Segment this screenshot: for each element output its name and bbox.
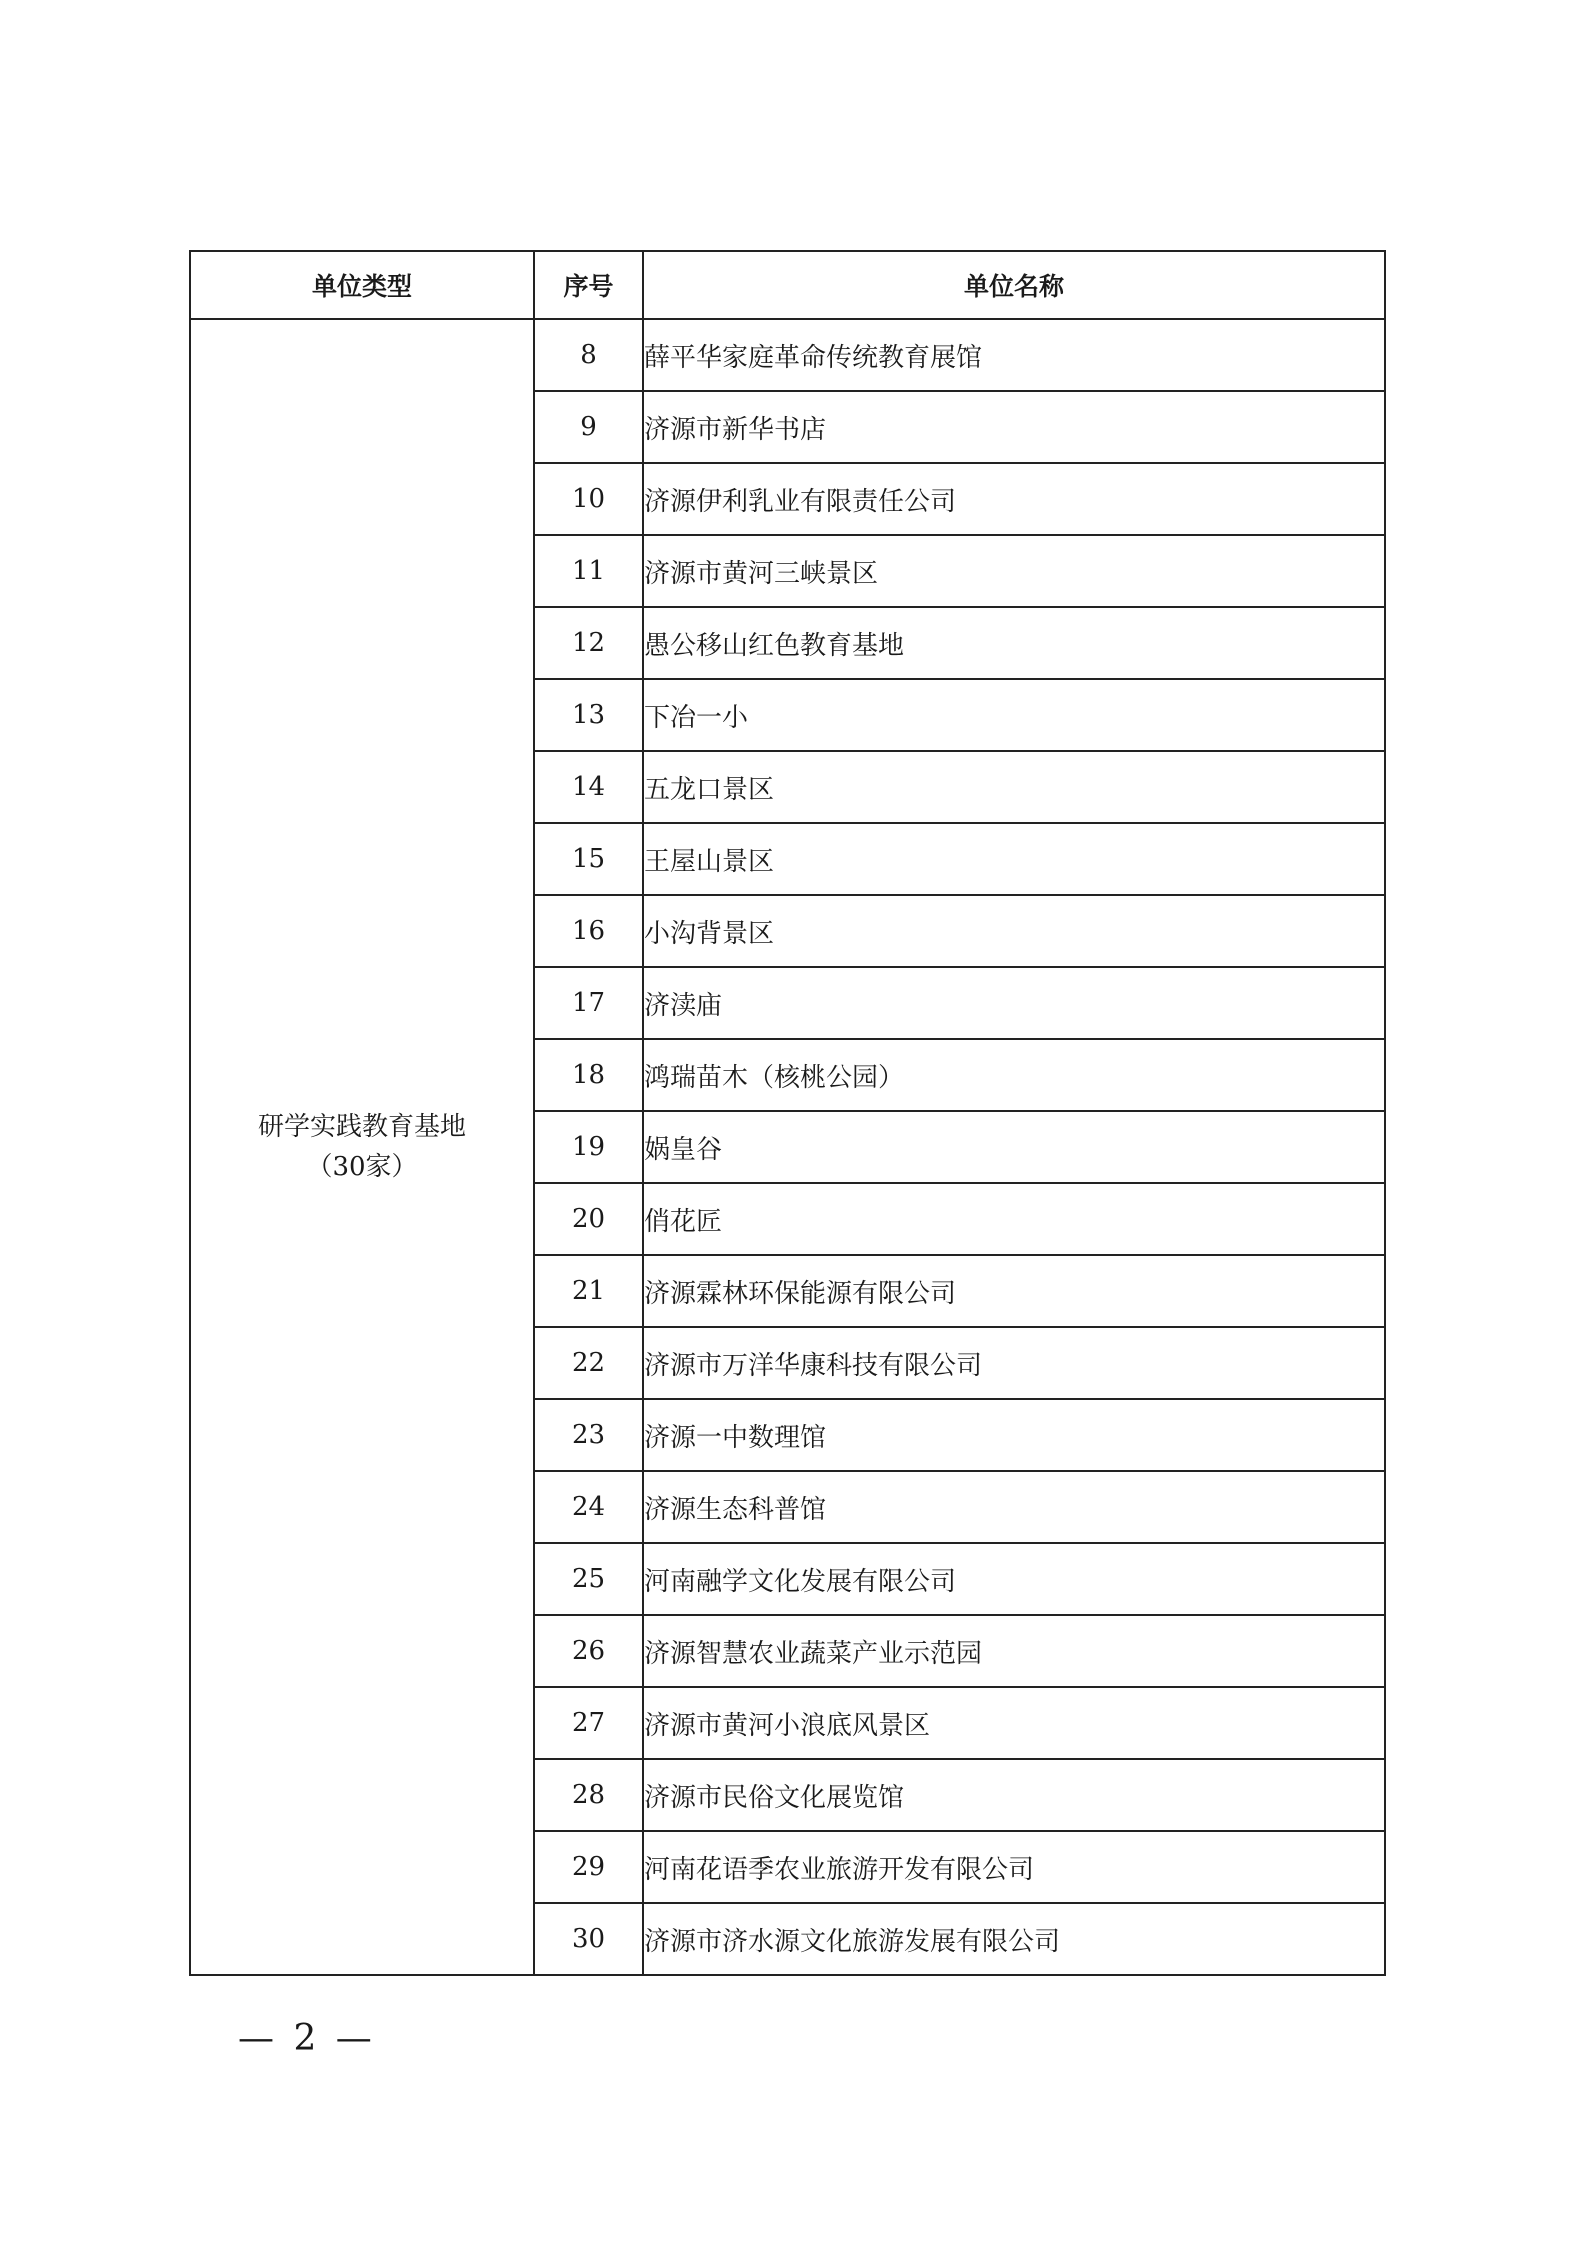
unit-name-cell: 小沟背景区 [643,895,1385,967]
unit-type-count: （30家） [306,1152,418,1182]
serial-number-cell: 24 [534,1471,643,1543]
unit-name-cell: 娲皇谷 [643,1111,1385,1183]
page-number: — 2 — [238,2018,376,2059]
serial-number-cell: 22 [534,1327,643,1399]
unit-name-cell: 愚公移山红色教育基地 [643,607,1385,679]
serial-number-cell: 13 [534,679,643,751]
table-header-row [190,251,1385,319]
unit-name-cell: 济源市万洋华康科技有限公司 [643,1327,1385,1399]
unit-name-cell: 五龙口景区 [643,751,1385,823]
unit-name-cell: 俏花匠 [643,1183,1385,1255]
unit-type-name: 研学实践教育基地 [257,1112,466,1142]
header-serial-number: 序号 [534,251,643,319]
unit-name-cell: 济源霖林环保能源有限公司 [643,1255,1385,1327]
unit-name-cell: 河南融学文化发展有限公司 [643,1543,1385,1615]
unit-name-cell: 下冶一小 [643,679,1385,751]
serial-number-cell: 18 [534,1039,643,1111]
unit-type-cell [190,319,534,1975]
serial-number-cell: 23 [534,1399,643,1471]
serial-number-cell: 26 [534,1615,643,1687]
unit-name-cell: 河南花语季农业旅游开发有限公司 [643,1831,1385,1903]
unit-name-cell: 王屋山景区 [643,823,1385,895]
unit-name-cell: 济源市黄河三峡景区 [643,535,1385,607]
unit-name-cell: 济源伊利乳业有限责任公司 [643,463,1385,535]
serial-number-cell: 15 [534,823,643,895]
serial-number-cell: 27 [534,1687,643,1759]
serial-number-cell: 12 [534,607,643,679]
serial-number-cell: 19 [534,1111,643,1183]
serial-number-cell: 28 [534,1759,643,1831]
header-unit-name: 单位名称 [643,251,1385,319]
unit-name-cell: 薛平华家庭革命传统教育展馆 [643,319,1385,391]
units-table [189,250,1386,1976]
unit-name-cell: 鸿瑞苗木（核桃公园） [643,1039,1385,1111]
header-unit-type: 单位类型 [190,251,534,319]
serial-number-cell: 30 [534,1903,643,1975]
unit-name-cell: 济渎庙 [643,967,1385,1039]
serial-number-cell: 11 [534,535,643,607]
serial-number-cell: 29 [534,1831,643,1903]
table-row [190,319,1385,391]
serial-number-cell: 9 [534,391,643,463]
serial-number-cell: 16 [534,895,643,967]
serial-number-cell: 14 [534,751,643,823]
serial-number-cell: 21 [534,1255,643,1327]
unit-name-cell: 济源一中数理馆 [643,1399,1385,1471]
serial-number-cell: 20 [534,1183,643,1255]
serial-number-cell: 17 [534,967,643,1039]
unit-name-cell: 济源市济水源文化旅游发展有限公司 [643,1903,1385,1975]
unit-name-cell: 济源市新华书店 [643,391,1385,463]
unit-name-cell: 济源市黄河小浪底风景区 [643,1687,1385,1759]
unit-name-cell: 济源市民俗文化展览馆 [643,1759,1385,1831]
serial-number-cell: 25 [534,1543,643,1615]
serial-number-cell: 10 [534,463,643,535]
unit-name-cell: 济源生态科普馆 [643,1471,1385,1543]
unit-name-cell: 济源智慧农业蔬菜产业示范园 [643,1615,1385,1687]
serial-number-cell: 8 [534,319,643,391]
